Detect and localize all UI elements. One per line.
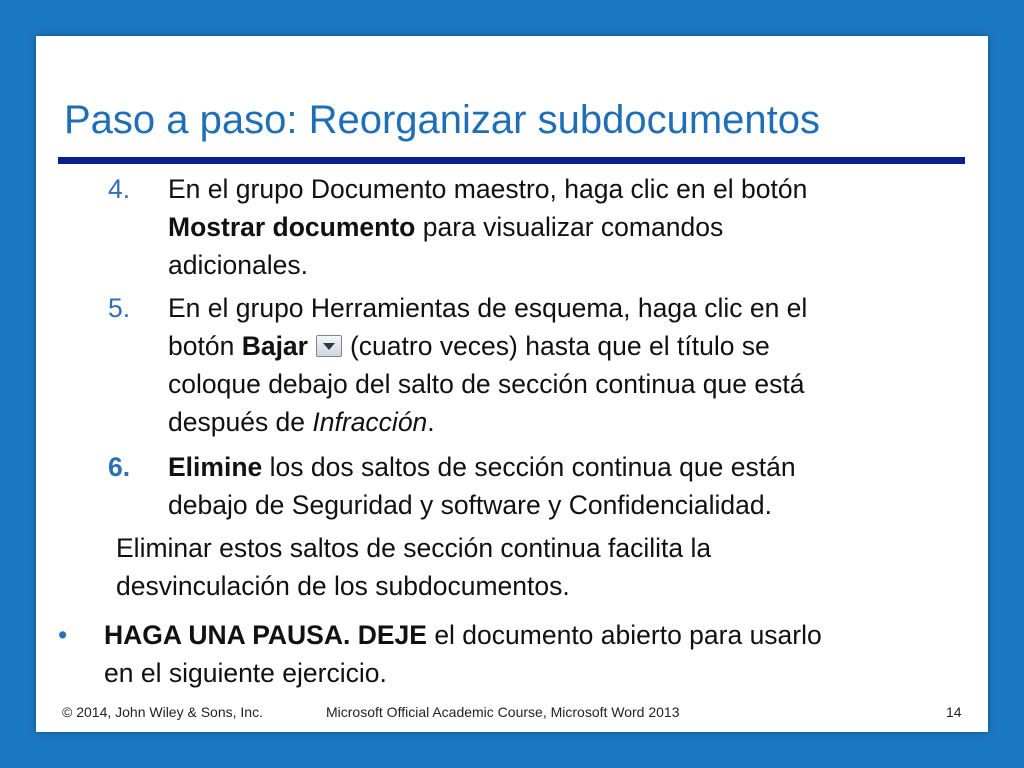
title-rule <box>58 157 965 164</box>
step-text <box>168 289 888 441</box>
step-text <box>168 170 888 284</box>
step-line: En el grupo Documento maestro, haga clic en el botón <box>168 174 808 204</box>
slide <box>36 36 988 732</box>
step-number: 5. <box>108 293 131 323</box>
note-line: desvinculación de los subdocumentos. <box>116 571 570 601</box>
step-line-text: (cuatro veces) hasta que el título se <box>349 331 770 361</box>
bullet-line <box>104 616 984 654</box>
italic-term: Infracción <box>312 407 428 437</box>
bullet-line: en el siguiente ejercicio. <box>104 658 387 688</box>
step-line-text: los dos saltos de sección continua que están <box>262 452 796 482</box>
step-line <box>168 448 888 486</box>
step-line <box>168 208 888 246</box>
step-line <box>168 403 888 441</box>
step-number: 4. <box>108 174 131 204</box>
footer-copyright: © 2014, John Wiley & Sons, Inc. <box>62 704 263 720</box>
step-line-text: botón <box>168 331 242 361</box>
slide-title: Paso a paso: Reorganizar subdocumentos <box>64 98 821 142</box>
bold-term: Mostrar documento <box>168 212 416 242</box>
bold-term: Elimine <box>168 452 263 482</box>
bullet-line-text: el documento abierto para usarlo <box>426 620 822 650</box>
step-number: 6. <box>108 452 131 482</box>
step-line <box>168 327 888 365</box>
note-paragraph <box>116 529 711 605</box>
bullet-icon: • <box>58 620 68 650</box>
bullet-text <box>104 616 984 692</box>
step-line-text: después de <box>168 407 313 437</box>
note-line: Eliminar estos saltos de sección continua facilita la <box>116 533 712 563</box>
bold-term: HAGA UNA PAUSA. DEJE <box>104 620 427 650</box>
step-text <box>168 448 888 524</box>
step-line-text: . <box>427 407 435 437</box>
footer-course: Microsoft Official Academic Course, Microsoft Word 2013 <box>326 704 680 720</box>
bold-term: Bajar <box>241 331 308 361</box>
step-line: adicionales. <box>168 250 308 280</box>
step-line: debajo de Seguridad y software y Confidencialidad. <box>168 490 773 520</box>
step-line: En el grupo Herramientas de esquema, haga clic en el <box>168 293 808 323</box>
step-line-text: para visualizar comandos <box>415 212 724 242</box>
move-down-icon <box>316 335 342 357</box>
footer-page-number: 14 <box>946 704 962 720</box>
step-line: coloque debajo del salto de sección continua que está <box>168 369 805 399</box>
